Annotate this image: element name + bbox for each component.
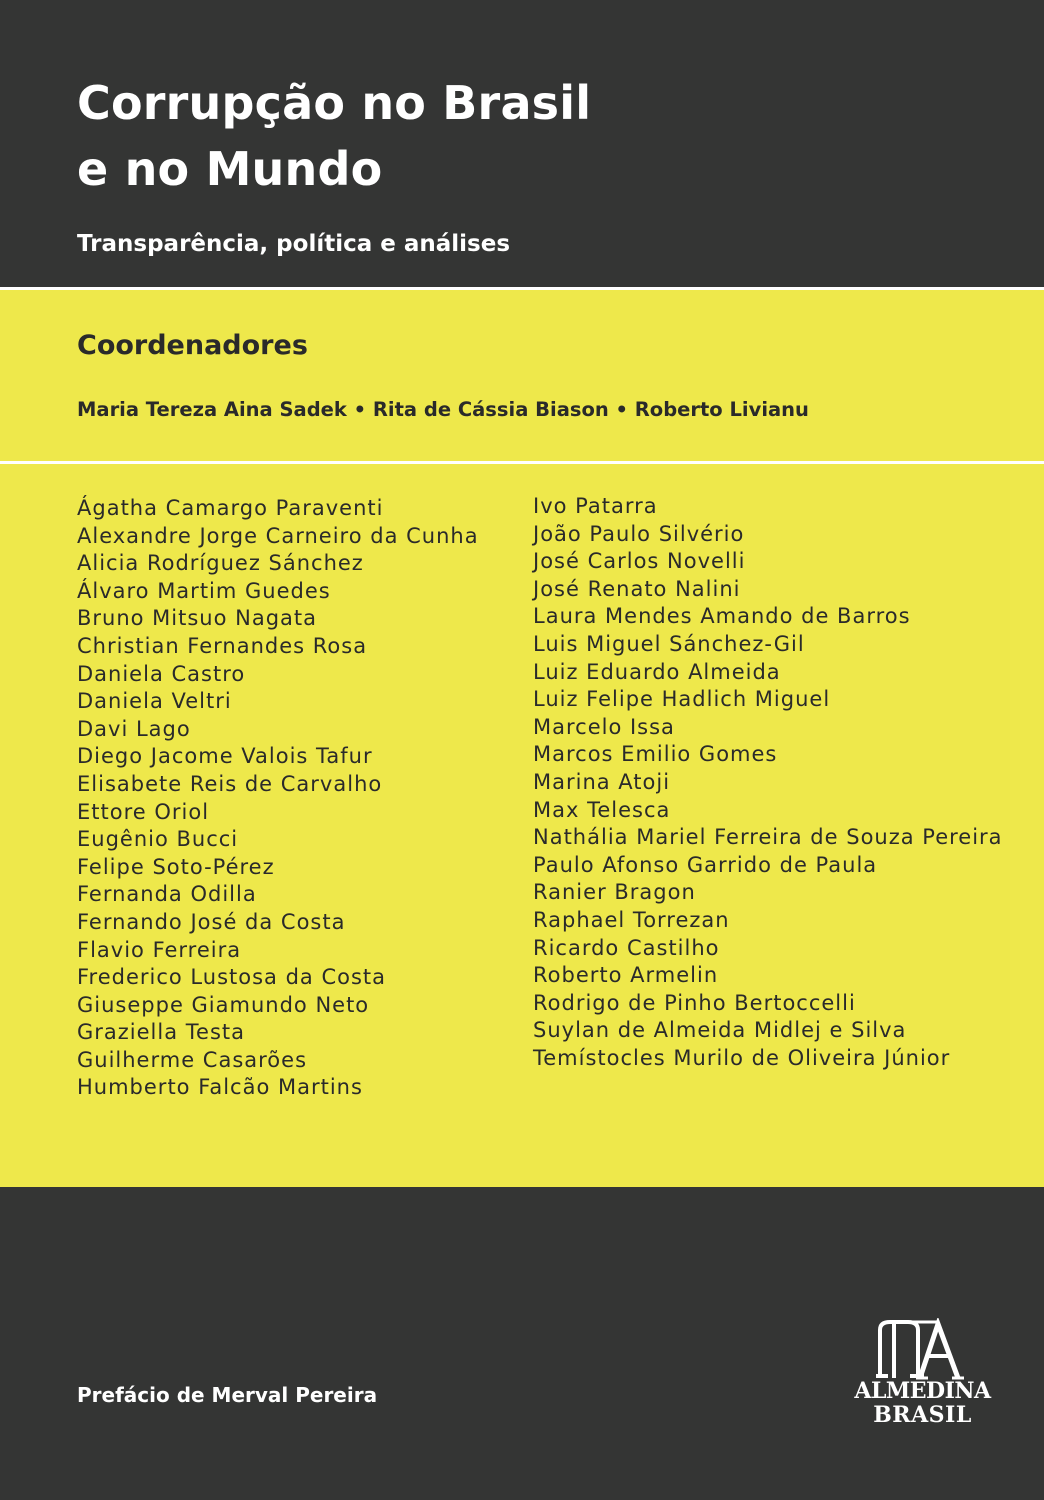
author-name: Felipe Soto-Pérez (77, 854, 275, 879)
author-name: Davi Lago (77, 716, 191, 741)
author-name: Christian Fernandes Rosa (77, 633, 368, 658)
preface-credit: Prefácio de Merval Pereira (77, 1383, 378, 1407)
coordinators-panel (0, 290, 1044, 461)
author-name: Nathália Mariel Ferreira de Souza Pereira (533, 825, 1003, 850)
author-name: Álvaro Martim Guedes (77, 578, 331, 603)
author-name: Raphael Torrezan (533, 907, 730, 932)
author-name: João Paulo Silvério (533, 521, 745, 546)
authors-list-right (533, 493, 1003, 1072)
author-name: Luiz Eduardo Almeida (533, 659, 781, 684)
coordinators-names: Maria Tereza Aina Sadek • Rita de Cássia Biason • Roberto Livianu (77, 398, 809, 421)
author-name: Elisabete Reis de Carvalho (77, 771, 383, 796)
book-title: Corrupção no Brasil e no Mundo (77, 76, 592, 196)
author-name: Suylan de Almeida Midlej e Silva (533, 1018, 907, 1043)
author-name: José Renato Nalini (533, 576, 741, 601)
author-name: Guilherme Casarões (77, 1047, 308, 1072)
author-name: Daniela Veltri (77, 689, 232, 714)
almedina-monogram-icon (876, 1318, 966, 1382)
author-name: Ágatha Camargo Paraventi (77, 496, 384, 520)
author-name: Roberto Armelin (533, 963, 719, 988)
author-name: Luis Miguel Sánchez-Gil (533, 631, 805, 656)
publisher-country: BRASIL (873, 1402, 972, 1428)
author-name: Ricardo Castilho (533, 935, 720, 960)
author-name: Frederico Lustosa da Costa (77, 965, 387, 990)
author-name: Humberto Falcão Martins (77, 1075, 363, 1100)
author-name: Marcelo Issa (533, 714, 675, 739)
author-name: Daniela Castro (77, 661, 246, 686)
author-name: Ettore Oriol (77, 799, 210, 824)
author-name: Flavio Ferreira (77, 937, 242, 962)
author-name: Bruno Mitsuo Nagata (77, 606, 318, 631)
authors-list-left (77, 495, 479, 1102)
cover-top-band (0, 0, 1044, 287)
author-name: Alexandre Jorge Carneiro da Cunha (77, 523, 479, 548)
author-name: Max Telesca (533, 797, 671, 822)
author-name: Temístocles Murilo de Oliveira Júnior (533, 1045, 951, 1070)
author-name: Ivo Patarra (533, 494, 658, 518)
author-name: Marina Atoji (533, 769, 671, 794)
author-name: Alicia Rodríguez Sánchez (77, 551, 364, 576)
author-name: Fernando José da Costa (77, 909, 346, 934)
author-name: Rodrigo de Pinho Bertoccelli (533, 990, 856, 1015)
author-name: Eugênio Bucci (77, 827, 239, 852)
author-name: Diego Jacome Valois Tafur (77, 744, 373, 769)
author-name: Laura Mendes Amando de Barros (533, 604, 911, 629)
book-subtitle: Transparência, política e análises (77, 231, 511, 257)
coordinators-heading: Coordenadores (77, 330, 308, 361)
author-name: José Carlos Novelli (533, 549, 746, 574)
publisher-name: ALMEDINA (854, 1378, 991, 1404)
publisher-logo (850, 1318, 995, 1433)
author-name: Giuseppe Giamundo Neto (77, 992, 370, 1017)
author-name: Ranier Bragon (533, 880, 696, 905)
author-name: Graziella Testa (77, 1020, 245, 1045)
author-name: Luiz Felipe Hadlich Miguel (533, 687, 831, 712)
author-name: Fernanda Odilla (77, 882, 257, 907)
author-name: Marcos Emilio Gomes (533, 742, 778, 767)
author-name: Paulo Afonso Garrido de Paula (533, 852, 878, 877)
